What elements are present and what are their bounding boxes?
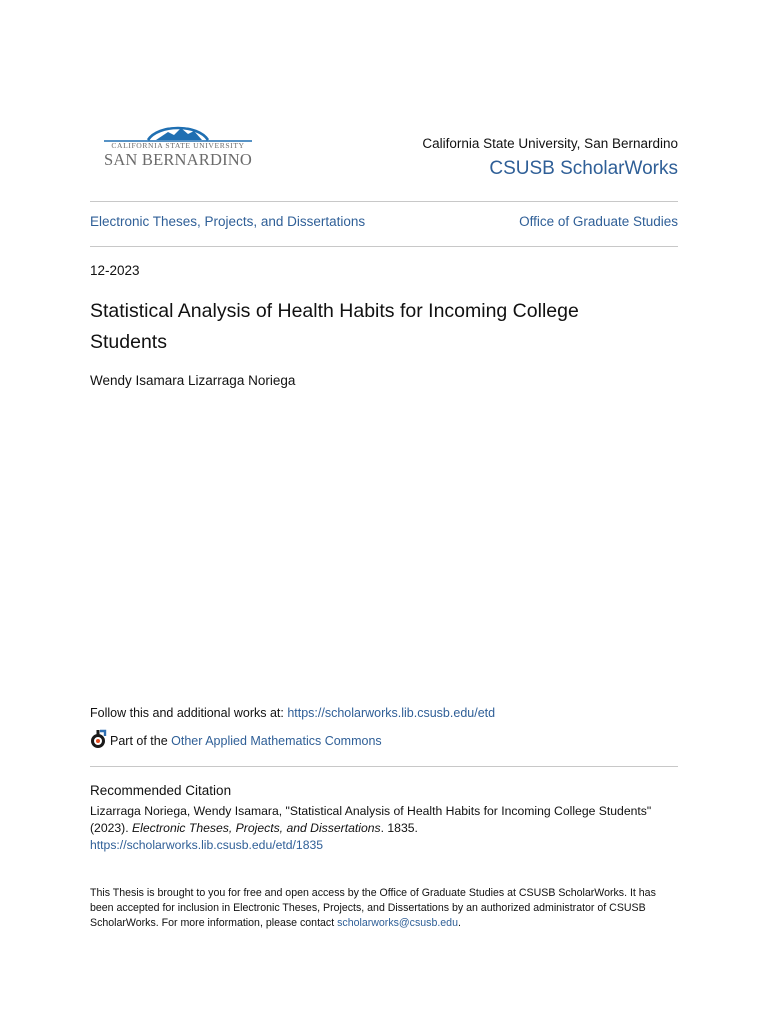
- divider: [90, 766, 678, 767]
- document-title: Statistical Analysis of Health Habits for Incoming College Students: [90, 300, 579, 353]
- notice-end: .: [457, 917, 461, 929]
- notice-text: This Thesis is brought to you for free and open access by the Office of Graduate Studies at CSUSB ScholarWorks. It has been accepted for inclusion in Electronic Theses, Projects, and Dissertations by an authorized administrator of CSUSB ScholarWorks. For more information, please contact: [90, 887, 656, 929]
- institution-name: California State University, San Bernardino: [422, 136, 678, 151]
- collection-link[interactable]: Electronic Theses, Projects, and Dissertations: [90, 214, 366, 229]
- part-of-label: Part of the: [110, 734, 172, 748]
- follow-label: Follow this and additional works at:: [90, 706, 288, 720]
- citation-url-link[interactable]: https://scholarworks.lib.csusb.edu/etd/1835: [90, 838, 324, 852]
- follow-line: [90, 706, 495, 720]
- contact-email-link[interactable]: scholarworks@csusb.edu: [337, 917, 458, 929]
- commons-link[interactable]: Other Applied Mathematics Commons: [171, 734, 382, 748]
- bepress-commons-icon: [90, 729, 108, 749]
- mountain-arch-icon: [102, 120, 254, 142]
- citation-number: . 1835.: [380, 821, 418, 835]
- cover-page: [90, 0, 678, 1024]
- citation-text: [90, 803, 678, 854]
- logo-text-line1: CALIFORNIA STATE UNIVERSITY: [111, 141, 245, 150]
- citation-series: Electronic Theses, Projects, and Dissertations: [132, 821, 381, 835]
- divider: [90, 246, 678, 247]
- divider: [90, 201, 678, 202]
- citation-heading: Recommended Citation: [90, 783, 232, 798]
- access-notice: [90, 886, 678, 931]
- header: [90, 120, 678, 190]
- office-link[interactable]: Office of Graduate Studies: [519, 214, 678, 229]
- author-name: Wendy Isamara Lizarraga Noriega: [90, 373, 296, 388]
- publication-date: 12-2023: [90, 263, 140, 278]
- citation-main: Lizarraga Noriega, Wendy Isamara, "Statistical Analysis of Health Habits for Incoming College Students" (2023).: [90, 804, 652, 835]
- follow-url-link[interactable]: https://scholarworks.lib.csusb.edu/etd: [287, 706, 496, 720]
- logo-text-line2: SAN BERNARDINO: [103, 150, 253, 169]
- university-logo[interactable]: [102, 120, 254, 172]
- repository-link[interactable]: CSUSB ScholarWorks: [489, 158, 678, 179]
